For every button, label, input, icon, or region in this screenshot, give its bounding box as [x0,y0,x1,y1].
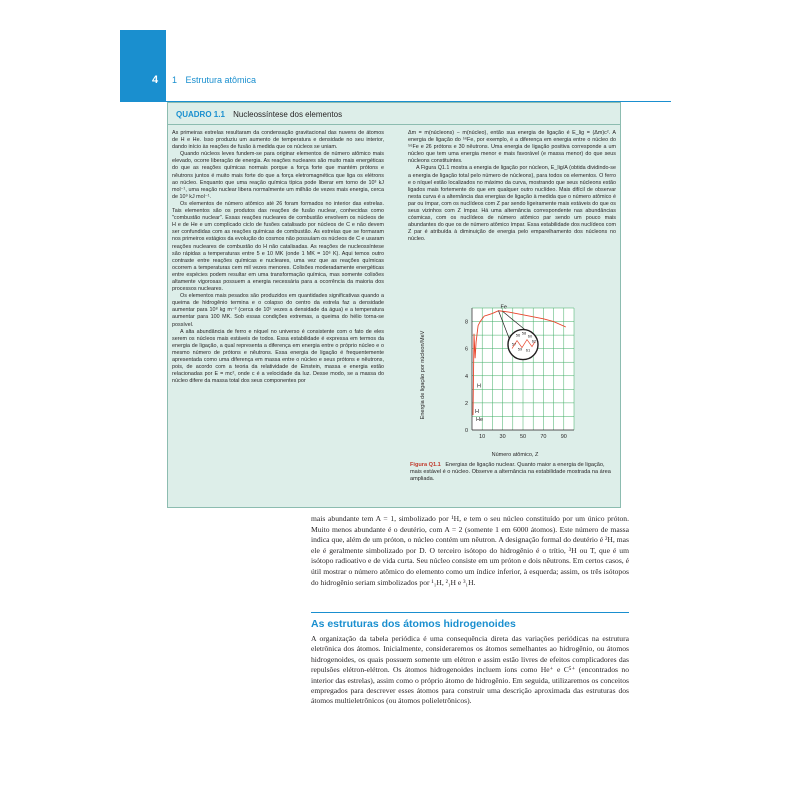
box-label: QUADRO 1.1 [176,110,225,119]
y-tick-label: 4 [464,373,468,380]
page-tab [120,30,166,102]
body-paragraph: mais abundante tem A = 1, simbolizado por ¹H, e tem o seu núcleo constituído por um único próton. Muito menos abundante é o deutério, com A = 2 (somente 1 em 6000 átomos). Este número de massa indica que, além de um próton, o núcleo contém um nêutron. A designação formal do deutério é ²H, mas ele é geralmente simbolizado por D. O terceiro isótopo do hidrogênio é o trítio, ³H ou T, que é um isótopo radioativo e de vida curta. Seu núcleo consiste em um próton e dois nêutrons. Em certos casos, é útil mostrar o número atômico do elemento como um índice inferior, à esquerda; assim, os três isótopos do hidrogênio seriam simbolizados por ¹₁H, ²₁H e ³₁H. [311,514,629,587]
box-title-rule [168,124,620,125]
inset-label: 58 [521,330,527,336]
x-tick-label: 50 [519,434,527,440]
page-number: 4 [152,74,159,86]
section-heading: As estruturas dos átomos hidrogenoides [311,618,516,630]
box-paragraph: A Figura Q1.1 mostra a energia de ligação por núcleon, E_lig/A (obtida dividindo-se a energia de ligação total pelo número de núcleons), para todos os elementos. O ferro e o níquel estão localizados no máximo da curva, mostrando que seus núcleons estão ligados mais fortemente do que em qualquer outro nuclídeo. Mais difícil de observar nesta curva é a alternância das energias de ligação à medida que o número atômico é par ou ímpar, com os nuclídeos com Z par sendo ligeiramente mais estáveis do que os seus vizinhos com Z ímpar. Há uma alternância correspondente nas abundâncias cósmicas, com os nuclídeos de número atômico par sendo um pouco mais abundantes do que os de número atômico ímpar. Essa estabilidade dos nuclídeos com Z par é atribuída à diminuição de energia pelo emparelhamento dos núcleons no núcleo. [408,165,616,243]
box-paragraph: Δm = m(núcleons) − m(núcleo), então sua energia de ligação é E_lig = (Δm)c². A energia de ligação do ⁵⁶Fe, por exemplo, é a diferença em energia entre o núcleo do ⁵⁶Fe e 26 prótons e 30 nêutrons. Uma energia de ligação positiva corresponde a um núcleo que tem uma energia menor e mais favorável (e massa menor) do que seus núcleons constituintes. [408,130,616,165]
inset-label: 61 [525,347,531,353]
annotation-label: He [476,417,484,424]
annotation-label: H [475,409,480,416]
box-left-column [172,130,384,385]
box-paragraph: Quando núcleos leves fundem-se para originar elementos de número atômico mais elevado, ocorre liberação de energia. As reações nucleares são muito mais energéticas do que as reações químicas normais porque a força forte que mantém prótons e nêutrons juntos é muito mais forte do que a força eletromagnética que liga os elétrons ao núcleo. Enquanto que uma reação química típica pode liberar em torno de 10³ kJ mol⁻¹, uma reação nuclear libera normalmente um milhão de vezes mais energia, cerca de 10⁹ kJ mol⁻¹. [172,151,384,200]
box-paragraph: As primeiras estrelas resultaram da condensação gravitacional das nuvens de átomos de H e He. Isso produziu um aumento de temperatura e densidade no seu interior, dando início às reações de fusão à medida que os núcleos se uniam. [172,130,384,151]
figure-caption [410,462,616,484]
annotation-label: H [477,383,482,390]
inset-label: 57 [511,341,517,347]
figure-caption-text: Energias de ligação nuclear. Quanto maior a energia de ligação, mais estável é o núcleo. Observe a alternância na estabilidade mostrada na área ampliada. [410,462,611,483]
box-title [176,110,342,119]
box-right-column [408,130,616,244]
inset-label: 60 [527,333,533,339]
y-tick-label: 2 [464,400,468,407]
running-head [172,75,256,85]
chart-svg [410,300,590,460]
box-heading: Nucleossíntese dos elementos [233,110,343,119]
x-tick-label: 10 [479,434,486,440]
inset-label: 62 [531,338,537,344]
y-tick-label: 0 [464,428,468,434]
chapter-title: Estrutura atômica [185,75,257,85]
y-tick-label: 6 [464,346,468,353]
x-axis-label: Número atômico, Z [491,452,539,458]
box-paragraph: Os elementos de número atômico até 26 foram formados no interior das estrelas. Tais elementos são os produtos das reações de fusão nuclear, conhecidas como "combustão nuclear". Essas reações nucleares de combustão envolvem os núcleos de H e de He e um complicado ciclo de fusões catalisado por núcleos de C e não devem ser confundidas com as reações químicas de combustão. As estrelas que se formaram nos primeiros estágios da evolução do cosmos não possuíam os núcleos de C e usaram reações nucleares de combustão do H não catalisadas. As reações de nucleossíntese são rápidas a temperaturas entre 5 e 10 MK (onde 1 MK = 10⁶ K). Aqui temos outro contraste entre reações químicas e nucleares, uma vez que as reações químicas ocorrem a temperaturas cem mil vezes menores. Colisões moderadamente energéticas entre espécies podem resultar em uma transformação química, mas somente colisões altamente vigorosas possuem a energia necessária para a ocorrência da maioria dos processos nucleares. [172,200,384,293]
figure-label: Figura Q1.1 [410,462,441,468]
chapter-number: 1 [172,75,178,85]
x-tick-label: 70 [540,434,547,440]
box-paragraph: Os elementos mais pesados são produzidos em quantidades significativas quando a queima de hidrogênio termina e o colapso do centro da estrela faz a densidade aumentar para 10⁸ kg m⁻³ (cerca de 10⁵ vezes a densidade da água) e a temperatura aumentar para 100 MK. Sob essas condições extremas, a queima do hélio torna-se possível. [172,293,384,328]
x-tick-label: 90 [560,434,567,440]
binding-energy-chart [410,300,590,460]
y-axis-label: Energia de ligação por núcleon/MeV [420,330,426,420]
annotation-label: Fe [500,304,507,311]
y-tick-label: 8 [464,319,468,326]
box-paragraph: A alta abundância de ferro e níquel no universo é consistente com o fato de eles serem os núcleos mais estáveis de todos. Essa estabilidade é expressa em termos da energia de ligação, a qual representa a diferença em energia entre o próprio núcleo e o mesmo número de prótons e nêutrons. Essa energia de ligação é frequentemente apresentada como uma diferença em massa entre o núcleo e seus prótons e nêutrons, pois, de acordo com a teoria da relatividade de Einstein, massa e energia estão relacionadas por E = mc², onde c é a velocidade da luz. Desse modo, se a massa do núcleo difere da massa total dos seus componentes por [172,328,384,385]
inset-label: 56 [515,332,521,338]
section-paragraph: A organização da tabela periódica é uma consequência direta das variações periódicas na estrutura eletrônica dos átomos. Inicialmente, consideraremos os átomos semelhantes ao hidrogênio, ou átomos hidrogenoides, os quais possuem somente um elétron e assim estão livres de efeitos complicadores das repulsões elétron-elétron. Os átomos hidrogenoides incluem íons como He⁺ e C⁵⁺ (encontrados no interior das estrelas), assim como o próprio átomo de hidrogênio. Em seguida, utilizaremos os conceitos empregados para descrever esses átomos para construir uma descrição aproximada das estruturas dos átomos multieletrônicos (ou átomos polieletrônicos). [311,634,629,706]
inset-label: 59 [517,346,523,352]
x-tick-label: 30 [499,434,506,440]
section-rule [311,612,629,613]
